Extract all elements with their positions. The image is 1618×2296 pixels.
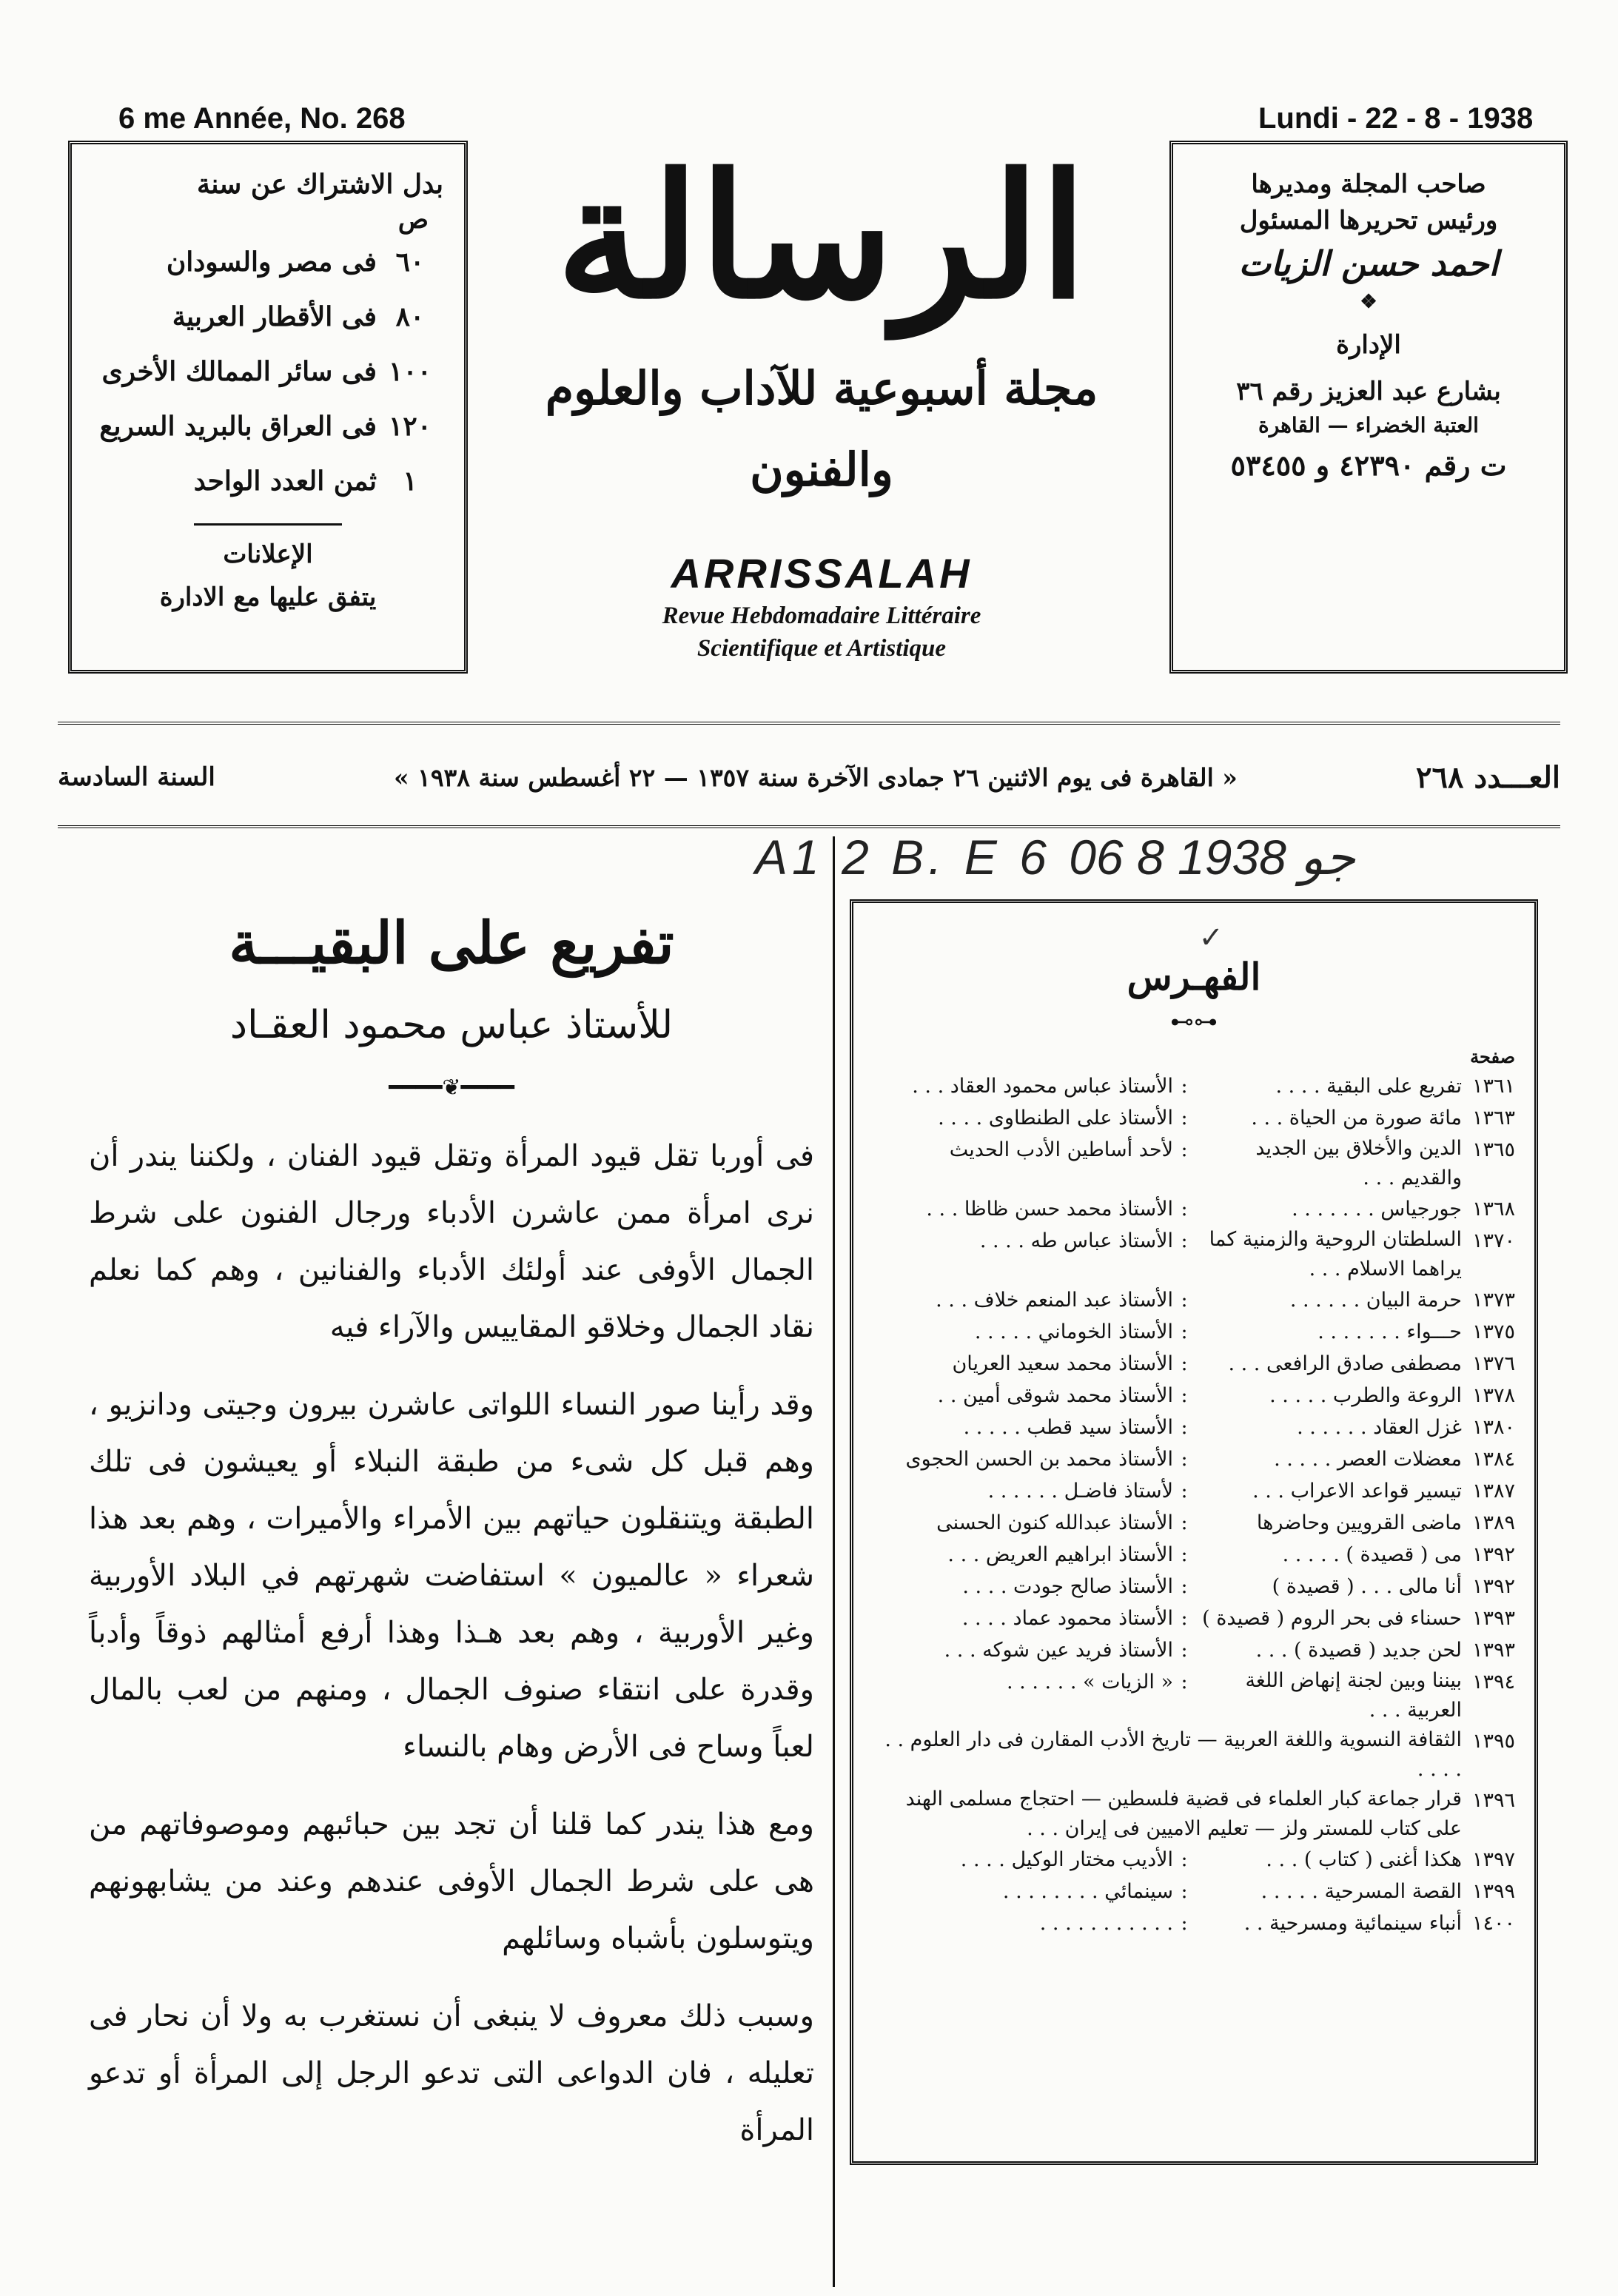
subscription-title: بدل الاشتراك عن سنة [197, 169, 443, 200]
toc-entry-title: حرمة البيان . . . . . . [1289, 1289, 1462, 1312]
toc-entry-author: الأستاذ سيد قطب . . . . . [963, 1416, 1173, 1439]
article-paragraph: ومع هذا يندر كما قلنا أن تجد بين حبائبهم وموصوفاتهم من هى على شرط الجمال الأوفى عندهم وعند من يشابهونهم ويتوسلون بأشباه وسائلهم [89, 1807, 814, 1956]
masthead-subtitle: مجلة أسبوعية للآداب والعلوم والفنون [545, 361, 1098, 497]
toc-entry [873, 1602, 1515, 1634]
toc-entry-author: الأستاذ فريد عين شوكه . . . [944, 1639, 1173, 1662]
toc-entry-title: أنباء سينمائية ومسرحية . . [1243, 1912, 1462, 1935]
toc-entry-page: ١٣٦٣ [1471, 1107, 1515, 1129]
toc-list [873, 1070, 1515, 1939]
toc-entry-page: ١٣٧٦ [1471, 1352, 1515, 1375]
toc-entry-title: الروعة والطرب . . . . . [1269, 1384, 1462, 1407]
toc-entry-page: ١٣٨٩ [1471, 1511, 1515, 1534]
article-body [89, 1128, 814, 2159]
issue-number: العـــدد ٢٦٨ [1416, 759, 1560, 795]
toc-entry-author: الأستاذ محمود عماد . . . . [961, 1607, 1173, 1630]
issue-bar-bottom-rule [58, 825, 1560, 828]
subscription-label: فى الأقطار العربية [172, 301, 377, 332]
toc-entry-author: الأستاذ عبد المنعم خلاف . . . [936, 1289, 1173, 1312]
toc-entry [873, 1134, 1515, 1193]
subscription-price: ١٠٠ [388, 356, 432, 387]
toc-entry-title: معضلات العصر . . . . . [1274, 1448, 1462, 1471]
subscription-label: فى مصر والسودان [166, 246, 377, 278]
toc-entry [873, 1102, 1515, 1134]
toc-entry-separator: : [1181, 1075, 1188, 1098]
subscription-label: ثمن العدد الواحد [193, 466, 377, 497]
year-label: السنة السادسة [58, 762, 215, 792]
toc-entry-author: سينمائي . . . . . . . . [1002, 1880, 1173, 1903]
owner-box [1169, 141, 1568, 674]
toc-entry-title: مصطفى صادق الرافعى . . . [1228, 1352, 1462, 1375]
toc-entry-title: مائة صورة من الحياة . . . [1251, 1107, 1462, 1129]
library-stamp: A1 2 B. E 6 جو 1938 8 06 [755, 830, 1356, 885]
toc-entry-author: « الزيات » . . . . . . [1007, 1671, 1173, 1694]
masthead-latin-subtitle-2: Scientifique et Artistique [696, 635, 947, 662]
masthead-latin [489, 548, 1155, 665]
address-line-2: العتبة الخضراء — القاهرة [1258, 412, 1479, 437]
toc-entry-author: الأستاذ محمد شوقى أمين . . [937, 1384, 1173, 1407]
toc-entry-page: ١٣٩٢ [1471, 1575, 1515, 1598]
subscription-row [93, 399, 443, 454]
toc-entry-separator: : [1181, 1671, 1188, 1694]
toc-entry [873, 1907, 1515, 1939]
subscription-row [93, 454, 443, 508]
masthead-title: الرسالة [556, 137, 1087, 337]
owner-line-2: ورئيس تحريرها المسئول [1239, 206, 1498, 236]
toc-title: الفهـرس [1127, 955, 1261, 998]
toc-entry-separator: : [1181, 1848, 1188, 1871]
toc-entry-page: ١٣٩٣ [1471, 1607, 1515, 1630]
toc-entry-page: ١٣٨٠ [1471, 1416, 1515, 1439]
toc-page-header: صفحة [1470, 1046, 1515, 1067]
subscription-price: ٨٠ [395, 301, 425, 332]
toc-entry-title: حسناء فى بحر الروم ( قصيدة ) [1202, 1607, 1462, 1630]
toc-entry-author: الأستاذ الخوماني . . . . . [974, 1320, 1173, 1343]
article [89, 896, 814, 2180]
toc-entry-page: ١٣٩٢ [1471, 1543, 1515, 1566]
toc-entry [873, 1666, 1515, 1725]
toc-entry [873, 1876, 1515, 1907]
toc-entry-title: مى ( قصيدة ) . . . . . [1282, 1543, 1462, 1566]
subscription-label: فى العراق بالبريد السريع [99, 411, 377, 442]
toc-entry-title: ماضى القرويين وحاضرها [1256, 1511, 1462, 1534]
toc-entry-separator: : [1181, 1352, 1188, 1375]
toc-entry-page: ١٣٩٦ [1471, 1789, 1515, 1812]
toc-entry-page: ١٣٨٧ [1471, 1480, 1515, 1503]
toc-entry [873, 1193, 1515, 1225]
masthead-latin-subtitle-1: Revue Hebdomadaire Littéraire [662, 602, 981, 629]
toc-entry-separator: : [1181, 1138, 1188, 1161]
toc-entry [873, 1539, 1515, 1571]
toc-entry-title: حـــواء . . . . . . . [1317, 1320, 1462, 1343]
toc-entry-separator: : [1181, 1448, 1188, 1471]
toc-entry [873, 1507, 1515, 1539]
toc-entry-author: الأديب مختار الوكيل . . . . [960, 1848, 1173, 1871]
issue-date-line: « القاهرة فى يوم الاثنين ٢٦ جمادى الآخرة سنة ١٣٥٧ — ٢٢ أغسطس سنة ١٩٣٨ » [393, 762, 1238, 792]
subscription-divider [194, 523, 342, 526]
article-title: تفريع على البقيـــة [229, 910, 674, 977]
toc-entry-title: أنا مالى . . . ( قصيدة ) [1272, 1575, 1462, 1598]
toc-box [850, 899, 1538, 2165]
article-paragraph: وقد رأينا صور النساء اللواتى عاشرن بيرون وجيتى ودانزيو ، وهم قبل كل شىء من طبقة النبلاء أو يعيشون فى تلك الطبقة ويتنقلون حياتهم بين الأمراء والأميرات ، وهم بعد هذا شعراء « عالميون » استفاضت شهرتهم في البلاد الأوربية وغير الأوربية ، وهم بعد هـذا وهذا أرفع أمثالهم ذوقاً وأدباً وقدرة على انتقاء صنوف الجمال ، ومنهم من لعب بالمال لعباً وساح فى الأرض وهام بالنساء [89, 1388, 814, 1764]
toc-entry [873, 1844, 1515, 1876]
toc-entry-separator: : [1181, 1607, 1188, 1630]
toc-entry-author: لأستاذ فاضـل . . . . . . [987, 1480, 1173, 1503]
toc-entry-separator: : [1181, 1320, 1188, 1343]
year-issue-label: 6 me Année, No. 268 [118, 102, 406, 135]
toc-entry-separator: : [1181, 1480, 1188, 1503]
toc-entry-page: ١٣٩٤ [1471, 1671, 1515, 1694]
toc-entry [873, 1634, 1515, 1666]
toc-entry-title: تفريع على البقية . . . . [1275, 1075, 1462, 1098]
toc-entry-author: الأستاذ محمد سعيد العريان [952, 1352, 1173, 1375]
admin-title: الإدارة [1336, 329, 1401, 360]
issue-date-label: Lundi - 22 - 8 - 1938 [1258, 102, 1534, 135]
toc-entry-separator: : [1181, 1107, 1188, 1129]
toc-entry-separator: : [1181, 1416, 1188, 1439]
toc-entry-page: ١٣٩٥ [1471, 1730, 1515, 1753]
subscription-row [93, 289, 443, 344]
ornament-divider-icon: ━━━━❦━━━━ [389, 1075, 514, 1101]
toc-entry-author: الأستاذ عبدالله كنون الحسنى [936, 1511, 1173, 1534]
toc-entry [873, 1443, 1515, 1475]
toc-entry-separator: : [1181, 1198, 1188, 1221]
owner-signature: احمد حسن الزيات [1238, 243, 1499, 283]
toc-entry-separator: : [1181, 1575, 1188, 1598]
toc-entry-title: تيسير قواعد الاعراب . . . [1252, 1480, 1462, 1503]
toc-entry-page: ١٤٠٠ [1471, 1912, 1515, 1935]
subscription-price: ٦٠ [395, 246, 425, 278]
toc-entry-separator: : [1181, 1543, 1188, 1566]
masthead-latin-title: ARRISSALAH [671, 550, 973, 597]
toc-entry-author: الأستاذ محمد بن الحسن الحجوى [905, 1448, 1173, 1471]
toc-entry-author: الأستاذ عباس طه . . . . [979, 1229, 1173, 1252]
toc-entry-page: ١٣٧٣ [1471, 1289, 1515, 1312]
toc-entry-page: ١٣٩٩ [1471, 1880, 1515, 1903]
toc-entry-page: ١٣٦٥ [1471, 1138, 1515, 1161]
toc-entry-separator: : [1181, 1511, 1188, 1534]
toc-entry [873, 1785, 1515, 1844]
toc-entry-title: الدين والأخلاق بين الجديد والقديم . . . [1255, 1137, 1462, 1189]
toc-entry [873, 1070, 1515, 1102]
subscription-row [93, 235, 443, 289]
toc-entry-title: هكذا أغنى ( كتاب ) . . . [1266, 1848, 1462, 1871]
article-paragraph: فى أوربا تقل قيود المرأة وتقل قيود الفنان ، ولكننا يندر أن نرى امرأة ممن عاشرن الأدباء ورجال الفنون على شرط الجمال الأوفى عند أولئك الأدباء والفنانين ، وهم كما نعلم نقاد الجمال وخلاقو المقاييس والآراء فيه [89, 1139, 814, 1344]
toc-entry-title: لحن جديد ( قصيدة ) . . . [1255, 1639, 1462, 1662]
toc-entry [873, 1571, 1515, 1602]
toc-entry-separator: : [1181, 1289, 1188, 1312]
toc-entry [873, 1348, 1515, 1380]
toc-entry-page: ١٣٨٤ [1471, 1448, 1515, 1471]
toc-entry-separator: : [1181, 1880, 1188, 1903]
toc-entry-separator: : [1181, 1384, 1188, 1407]
owner-line-1: صاحب المجلة ومديرها [1251, 169, 1486, 199]
toc-entry [873, 1475, 1515, 1507]
toc-entry-author: الأستاذ صالح جودت . . . . [962, 1575, 1173, 1598]
toc-entry-page: ١٣٩٧ [1471, 1848, 1515, 1871]
toc-entry-author: الأستاذ محمد حسن ظاظا . . . [926, 1198, 1173, 1221]
toc-entry-title: جورجياس . . . . . . . [1292, 1198, 1462, 1221]
toc-entry-title: القصة المسرحية . . . . . [1261, 1880, 1462, 1903]
toc-entry-separator: : [1181, 1229, 1188, 1252]
toc-entry [873, 1284, 1515, 1316]
toc-entry-page: ١٣٧٨ [1471, 1384, 1515, 1407]
issue-bar [58, 751, 1560, 803]
toc-entry-page: ١٣٧٠ [1471, 1229, 1515, 1252]
ads-note: يتفق عليها مع الادارة [159, 583, 377, 612]
subscription-rows [93, 235, 443, 508]
toc-entry [873, 1725, 1515, 1785]
toc-entry-title: غزل العقاد . . . . . . [1297, 1416, 1462, 1439]
article-paragraph: وسبب ذلك معروف لا ينبغى أن نستغرب به ولا أن نحار فى تعليله ، فان الدواعى التى تدعو الرجل إلى المرأة أو تدعو المرأة [89, 1999, 814, 2147]
subscription-row [93, 344, 443, 399]
toc-entry-page: ١٣٧٥ [1471, 1320, 1515, 1343]
masthead [489, 126, 1155, 511]
currency-unit: ص [397, 205, 429, 235]
checkmark-icon: ✓ [1198, 921, 1223, 955]
toc-entry-author: الأستاذ ابراهيم العريض . . . [947, 1543, 1173, 1566]
address-line-1: بشارع عبد العزيز رقم ٣٦ [1236, 377, 1501, 407]
ads-title: الإعلانات [223, 540, 313, 569]
toc-entry-page: ١٣٦١ [1471, 1075, 1515, 1098]
subscription-price: ١٢٠ [388, 411, 432, 442]
subscription-box [68, 141, 468, 674]
toc-entry-author: الأستاذ على الطنطاوى . . . . [938, 1107, 1173, 1129]
toc-entry-author: الأستاذ عباس محمود العقاد . . . [912, 1075, 1173, 1098]
toc-entry-page: ١٣٦٨ [1471, 1198, 1515, 1221]
subscription-price: ١ [403, 466, 417, 497]
toc-entry-page: ١٣٩٣ [1471, 1639, 1515, 1662]
toc-entry [873, 1411, 1515, 1443]
subscription-label: فى سائر الممالك الأخرى [101, 356, 377, 387]
toc-entry-author: لأحد أساطين الأدب الحديث [949, 1138, 1173, 1161]
toc-entry-author: . . . . . . . . . . . [1039, 1912, 1173, 1935]
toc-entry-separator: : [1181, 1639, 1188, 1662]
issue-bar-top-rule [58, 722, 1560, 725]
column-divider [833, 836, 835, 2287]
toc-entry-title: السلطتان الروحية والزمنية كما يراهما الاسلام . . . [1209, 1228, 1462, 1280]
toc-entry [873, 1380, 1515, 1411]
toc-entry-separator: : [1181, 1912, 1188, 1935]
toc-entry [873, 1225, 1515, 1284]
article-byline: للأستاذ عباس محمود العقـاد [229, 1003, 674, 1047]
toc-entry-title: الثقافة النسوية واللغة العربية — تاريخ الأدب المقارن فى دار العلوم . . . . . . [884, 1728, 1462, 1781]
phone-line: ت رقم ٤٢٣٩٠ و ٥٣٤٥٥ [1230, 449, 1507, 483]
toc-entry [873, 1316, 1515, 1348]
toc-entry-title: قرار جماعة كبار العلماء فى قضية فلسطين — احتجاج مسلمى الهند على كتاب للمستر ولز — تعليم الاميين فى إيران . . . [905, 1788, 1462, 1840]
ornament-icon: ❖ [1360, 290, 1377, 313]
toc-ornament-icon: ⊷⊶ [1170, 1007, 1218, 1035]
toc-entry-title: بيننا وبين لجنة إنهاض اللغة العربية . . . [1245, 1669, 1462, 1722]
